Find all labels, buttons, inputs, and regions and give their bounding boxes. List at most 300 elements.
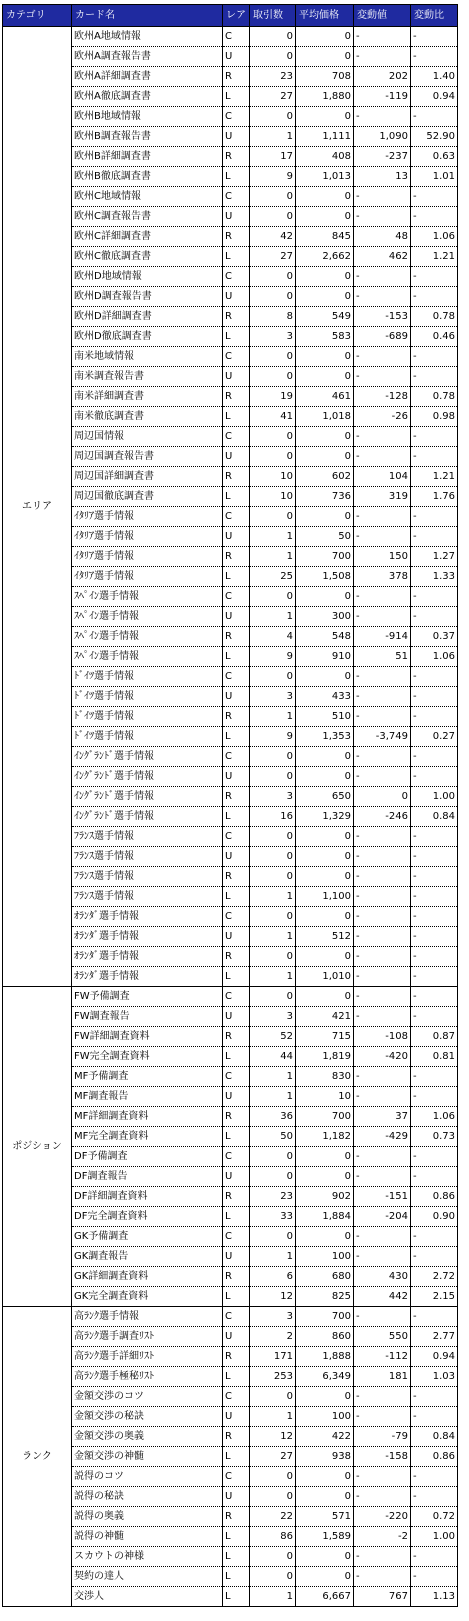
card-name-cell: 周辺国情報 [72,427,223,447]
trade-count-cell: 52 [250,1027,296,1047]
rarity-cell: R [223,627,250,647]
rarity-cell: U [223,767,250,787]
change-ratio-cell: 1.21 [411,467,458,487]
average-price-cell: 860 [296,1327,354,1347]
average-price-cell: 549 [296,307,354,327]
change-ratio-cell: - [411,687,458,707]
rarity-cell: C [223,587,250,607]
card-name-cell: ｽﾍﾟｲﾝ選手情報 [72,607,223,627]
change-value-cell: -108 [354,1027,411,1047]
table-row [3,1447,458,1467]
change-ratio-cell: - [411,1067,458,1087]
table-row [3,247,458,267]
change-ratio-cell: 0.81 [411,1047,458,1067]
rarity-cell: R [223,1427,250,1447]
average-price-cell: 1,329 [296,807,354,827]
table-row [3,1407,458,1427]
average-price-cell: 10 [296,1087,354,1107]
rarity-cell: C [223,1467,250,1487]
card-name-cell: ｲﾀﾘｱ選手情報 [72,547,223,567]
change-ratio-cell: 1.03 [411,1367,458,1387]
table-row [3,1427,458,1447]
rarity-cell: L [223,567,250,587]
card-name-cell: 金額交渉のコツ [72,1387,223,1407]
change-ratio-cell: 2.72 [411,1267,458,1287]
table-row [3,1187,458,1207]
card-name-cell: 南米調査報告書 [72,367,223,387]
average-price-cell: 700 [296,1307,354,1327]
average-price-cell: 0 [296,1487,354,1507]
trade-count-cell: 1 [250,1247,296,1267]
change-ratio-cell: 2.77 [411,1327,458,1347]
rarity-cell: L [223,247,250,267]
rarity-cell: L [223,1567,250,1587]
table-row [3,347,458,367]
trade-count-cell: 8 [250,307,296,327]
table-row [3,1527,458,1547]
average-price-cell: 0 [296,367,354,387]
table-row [3,287,458,307]
change-value-cell: - [354,347,411,367]
table-row [3,1467,458,1487]
trade-count-cell: 0 [250,1567,296,1587]
average-price-cell: 300 [296,607,354,627]
trade-count-cell: 0 [250,267,296,287]
change-ratio-cell: - [411,1567,458,1587]
average-price-cell: 0 [296,767,354,787]
rarity-cell: U [223,607,250,627]
card-name-cell: ｵﾗﾝﾀﾞ選手情報 [72,967,223,987]
trade-count-cell: 0 [250,1467,296,1487]
trade-count-cell: 12 [250,1427,296,1447]
change-value-cell: - [354,27,411,47]
table-row [3,27,458,47]
average-price-cell: 0 [296,47,354,67]
average-price-cell: 0 [296,27,354,47]
change-ratio-cell: 1.01 [411,167,458,187]
change-ratio-cell: 1.21 [411,247,458,267]
average-price-cell: 0 [296,347,354,367]
average-price-cell: 0 [296,947,354,967]
table-row [3,1547,458,1567]
table-row [3,787,458,807]
average-price-cell: 6,349 [296,1367,354,1387]
average-price-cell: 512 [296,927,354,947]
trade-count-cell: 4 [250,627,296,647]
card-name-cell: FW詳細調査資料 [72,1027,223,1047]
table-row [3,867,458,887]
table-row [3,167,458,187]
change-value-cell: -3,749 [354,727,411,747]
rarity-cell: C [223,1387,250,1407]
change-ratio-cell: - [411,1247,458,1267]
trade-count-cell: 3 [250,1307,296,1327]
trade-count-cell: 1 [250,967,296,987]
header-change-value: 変動値 [354,5,411,27]
table-row [3,1247,458,1267]
average-price-cell: 0 [296,1467,354,1487]
change-value-cell: - [354,507,411,527]
table-row [3,427,458,447]
change-ratio-cell: 1.06 [411,227,458,247]
card-name-cell: ｲﾀﾘｱ選手情報 [72,527,223,547]
change-ratio-cell: 0.94 [411,1347,458,1367]
trade-count-cell: 1 [250,927,296,947]
trade-count-cell: 0 [250,1167,296,1187]
card-name-cell: 金額交渉の秘訣 [72,1407,223,1427]
table-row [3,1347,458,1367]
rarity-cell: R [223,307,250,327]
table-row [3,67,458,87]
card-name-cell: DF完全調査資料 [72,1207,223,1227]
rarity-cell: C [223,987,250,1007]
change-value-cell: - [354,1087,411,1107]
trade-count-cell: 44 [250,1047,296,1067]
change-ratio-cell: 0.84 [411,807,458,827]
card-name-cell: ｵﾗﾝﾀﾞ選手情報 [72,947,223,967]
table-row [3,1387,458,1407]
card-name-cell: ｲﾝｸﾞﾗﾝﾄﾞ選手情報 [72,767,223,787]
trade-count-cell: 2 [250,1327,296,1347]
change-ratio-cell: - [411,887,458,907]
card-name-cell: 高ﾗﾝｸ選手調査ﾘｽﾄ [72,1327,223,1347]
average-price-cell: 825 [296,1287,354,1307]
trade-count-cell: 19 [250,387,296,407]
trade-count-cell: 86 [250,1527,296,1547]
change-ratio-cell: - [411,507,458,527]
change-ratio-cell: 1.76 [411,487,458,507]
change-value-cell: -2 [354,1527,411,1547]
trade-count-cell: 0 [250,767,296,787]
average-price-cell: 0 [296,1147,354,1167]
trade-count-cell: 41 [250,407,296,427]
card-name-cell: 欧州D徹底調査書 [72,327,223,347]
change-ratio-cell: - [411,767,458,787]
table-row [3,707,458,727]
card-name-cell: 金額交渉の奥義 [72,1427,223,1447]
card-name-cell: 説得の神髄 [72,1527,223,1547]
rarity-cell: C [223,27,250,47]
average-price-cell: 100 [296,1247,354,1267]
rarity-cell: U [223,1007,250,1027]
card-name-cell: 高ﾗﾝｸ選手詳細ﾘｽﾄ [72,1347,223,1367]
table-row [3,967,458,987]
rarity-cell: L [223,1287,250,1307]
header-average-price: 平均価格 [296,5,354,27]
card-name-cell: DF詳細調査資料 [72,1187,223,1207]
table-header [3,5,458,27]
trade-count-cell: 27 [250,87,296,107]
table-row [3,807,458,827]
trade-count-cell: 10 [250,487,296,507]
change-ratio-cell: 1.06 [411,647,458,667]
table-row [3,1307,458,1327]
card-name-cell: ﾌﾗﾝｽ選手情報 [72,827,223,847]
average-price-cell: 736 [296,487,354,507]
average-price-cell: 0 [296,747,354,767]
rarity-cell: R [223,67,250,87]
average-price-cell: 0 [296,907,354,927]
card-name-cell: MF詳細調査資料 [72,1107,223,1127]
rarity-cell: L [223,807,250,827]
card-name-cell: DF調査報告 [72,1167,223,1187]
table-row [3,547,458,567]
change-ratio-cell: - [411,967,458,987]
card-name-cell: ﾄﾞｲﾂ選手情報 [72,687,223,707]
trade-count-cell: 0 [250,667,296,687]
card-name-cell: 周辺国徹底調査書 [72,487,223,507]
card-name-cell: ﾄﾞｲﾂ選手情報 [72,707,223,727]
change-ratio-cell: - [411,47,458,67]
change-value-cell: 13 [354,167,411,187]
change-value-cell: 48 [354,227,411,247]
change-value-cell: -204 [354,1207,411,1227]
card-name-cell: スカウトの神様 [72,1547,223,1567]
trade-count-cell: 25 [250,567,296,587]
average-price-cell: 1,819 [296,1047,354,1067]
change-ratio-cell: 0.86 [411,1447,458,1467]
average-price-cell: 845 [296,227,354,247]
table-row [3,587,458,607]
change-ratio-cell: - [411,447,458,467]
card-name-cell: 高ﾗﾝｸ選手情報 [72,1307,223,1327]
trade-count-cell: 3 [250,787,296,807]
change-value-cell: 1,090 [354,127,411,147]
table-row [3,567,458,587]
table-row [3,87,458,107]
change-value-cell: - [354,927,411,947]
change-ratio-cell: - [411,207,458,227]
card-name-cell: ﾄﾞｲﾂ選手情報 [72,727,223,747]
trade-count-cell: 0 [250,827,296,847]
trade-count-cell: 1 [250,527,296,547]
rarity-cell: C [223,827,250,847]
card-name-cell: 契約の達人 [72,1567,223,1587]
average-price-cell: 0 [296,1167,354,1187]
change-ratio-cell: - [411,107,458,127]
rarity-cell: C [223,267,250,287]
change-ratio-cell: 1.06 [411,1107,458,1127]
average-price-cell: 422 [296,1427,354,1447]
rarity-cell: L [223,327,250,347]
rarity-cell: R [223,707,250,727]
card-name-cell: 欧州B徹底調査書 [72,167,223,187]
trade-count-cell: 0 [250,367,296,387]
card-name-cell: ｽﾍﾟｲﾝ選手情報 [72,587,223,607]
change-value-cell: - [354,827,411,847]
rarity-cell: R [223,227,250,247]
rarity-cell: L [223,487,250,507]
table-row [3,227,458,247]
average-price-cell: 1,353 [296,727,354,747]
change-ratio-cell: 1.40 [411,67,458,87]
change-value-cell: - [354,987,411,1007]
rarity-cell: C [223,1307,250,1327]
rarity-cell: R [223,867,250,887]
card-name-cell: 欧州C調査報告書 [72,207,223,227]
change-ratio-cell: 52.90 [411,127,458,147]
table-row [3,887,458,907]
change-value-cell: -79 [354,1427,411,1447]
table-row [3,1027,458,1047]
change-value-cell: - [354,967,411,987]
change-ratio-cell: - [411,827,458,847]
average-price-cell: 0 [296,267,354,287]
table-row [3,1267,458,1287]
card-name-cell: 高ﾗﾝｸ選手極秘ﾘｽﾄ [72,1367,223,1387]
trade-count-cell: 27 [250,247,296,267]
trade-count-cell: 0 [250,907,296,927]
change-value-cell: - [354,267,411,287]
change-ratio-cell: - [411,1147,458,1167]
rarity-cell: C [223,747,250,767]
card-name-cell: 周辺国調査報告書 [72,447,223,467]
average-price-cell: 0 [296,287,354,307]
card-name-cell: ﾄﾞｲﾂ選手情報 [72,667,223,687]
change-ratio-cell: - [411,1487,458,1507]
card-name-cell: 欧州D地域情報 [72,267,223,287]
card-name-cell: 欧州D調査報告書 [72,287,223,307]
change-value-cell: - [354,1567,411,1587]
rarity-cell: L [223,1547,250,1567]
table-row [3,147,458,167]
card-name-cell: 欧州C地域情報 [72,187,223,207]
rarity-cell: U [223,527,250,547]
average-price-cell: 0 [296,1227,354,1247]
trade-count-cell: 36 [250,1107,296,1127]
trade-count-cell: 10 [250,467,296,487]
rarity-cell: U [223,447,250,467]
table-row [3,187,458,207]
change-ratio-cell: - [411,667,458,687]
average-price-cell: 0 [296,1387,354,1407]
average-price-cell: 0 [296,1547,354,1567]
rarity-cell: L [223,167,250,187]
change-ratio-cell: - [411,287,458,307]
trade-count-cell: 1 [250,887,296,907]
card-name-cell: GK詳細調査資料 [72,1267,223,1287]
card-name-cell: 欧州B詳細調査書 [72,147,223,167]
card-name-cell: GK調査報告 [72,1247,223,1267]
change-ratio-cell: 0.78 [411,387,458,407]
trade-count-cell: 0 [250,847,296,867]
table-row [3,1087,458,1107]
average-price-cell: 408 [296,147,354,167]
rarity-cell: R [223,147,250,167]
rarity-cell: U [223,1247,250,1267]
card-name-cell: ﾌﾗﾝｽ選手情報 [72,867,223,887]
category-cell: ポジション [3,987,72,1307]
table-row [3,387,458,407]
change-value-cell: 51 [354,647,411,667]
change-ratio-cell: - [411,1547,458,1567]
change-value-cell: -151 [354,1187,411,1207]
change-ratio-cell: - [411,1387,458,1407]
change-ratio-cell: - [411,427,458,447]
average-price-cell: 0 [296,1567,354,1587]
card-name-cell: 欧州D詳細調査書 [72,307,223,327]
table-row [3,47,458,67]
rarity-cell: U [223,1407,250,1427]
table-row [3,1367,458,1387]
average-price-cell: 461 [296,387,354,407]
trade-count-cell: 0 [250,427,296,447]
trade-count-cell: 1 [250,547,296,567]
trade-count-cell: 0 [250,987,296,1007]
card-name-cell: ｲﾝｸﾞﾗﾝﾄﾞ選手情報 [72,787,223,807]
rarity-cell: L [223,727,250,747]
table-row [3,1227,458,1247]
change-ratio-cell: 0.78 [411,307,458,327]
table-row [3,467,458,487]
average-price-cell: 715 [296,1027,354,1047]
rarity-cell: C [223,1227,250,1247]
table-row [3,727,458,747]
table-row [3,827,458,847]
change-value-cell: - [354,947,411,967]
rarity-cell: L [223,1207,250,1227]
average-price-cell: 1,018 [296,407,354,427]
change-value-cell: - [354,47,411,67]
change-value-cell: - [354,1387,411,1407]
trade-count-cell: 1 [250,1087,296,1107]
rarity-cell: C [223,187,250,207]
change-value-cell: -128 [354,387,411,407]
change-ratio-cell: - [411,1307,458,1327]
rarity-cell: C [223,107,250,127]
table-row [3,647,458,667]
trade-count-cell: 3 [250,327,296,347]
average-price-cell: 830 [296,1067,354,1087]
change-ratio-cell: - [411,847,458,867]
header-rarity: レア [223,5,250,27]
change-value-cell: 462 [354,247,411,267]
card-name-cell: GK完全調査資料 [72,1287,223,1307]
change-value-cell: - [354,847,411,867]
table-row [3,1507,458,1527]
rarity-cell: R [223,1107,250,1127]
change-value-cell: - [354,607,411,627]
rarity-cell: C [223,347,250,367]
rarity-cell: C [223,1067,250,1087]
trade-count-cell: 50 [250,1127,296,1147]
rarity-cell: L [223,1447,250,1467]
change-value-cell: - [354,1307,411,1327]
trade-count-cell: 42 [250,227,296,247]
change-value-cell: - [354,1007,411,1027]
table-row [3,367,458,387]
trade-count-cell: 0 [250,107,296,127]
change-value-cell: - [354,207,411,227]
table-row [3,1047,458,1067]
average-price-cell: 700 [296,547,354,567]
change-ratio-cell: - [411,527,458,547]
change-ratio-cell: 0.84 [411,1427,458,1447]
rarity-cell: R [223,787,250,807]
trade-count-cell: 1 [250,1587,296,1607]
table-row [3,327,458,347]
change-value-cell: - [354,187,411,207]
card-name-cell: ｲﾀﾘｱ選手情報 [72,567,223,587]
card-name-cell: 南米詳細調査書 [72,387,223,407]
average-price-cell: 0 [296,847,354,867]
header-change-ratio: 変動比 [411,5,458,27]
rarity-cell: L [223,647,250,667]
change-value-cell: - [354,447,411,467]
change-value-cell: 319 [354,487,411,507]
average-price-cell: 938 [296,1447,354,1467]
change-value-cell: 202 [354,67,411,87]
